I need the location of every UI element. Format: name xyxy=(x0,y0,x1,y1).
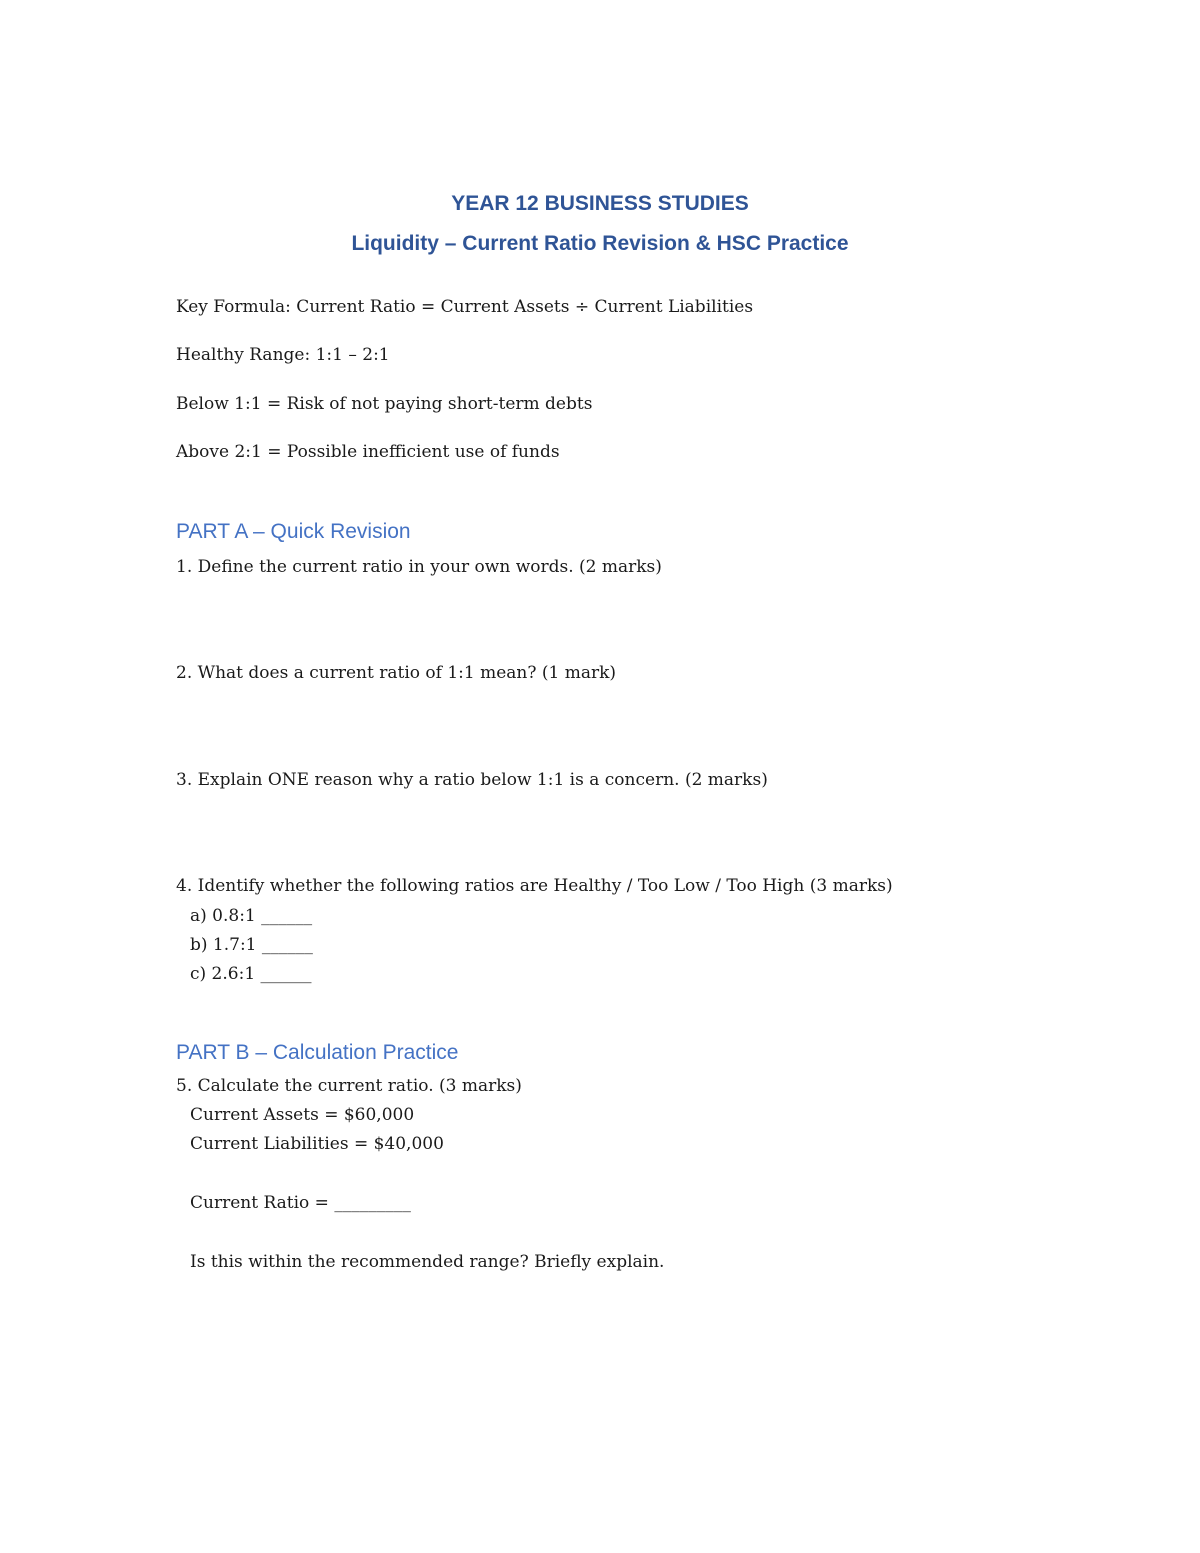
current-liabilities: Current Liabilities = $40,000 xyxy=(190,1134,444,1154)
current-ratio-blank: Current Ratio = _________ xyxy=(190,1193,411,1213)
above-range-note: Above 2:1 = Possible inefficient use of funds xyxy=(176,442,560,462)
question-4-item-a: a) 0.8:1 ______ xyxy=(190,906,313,926)
question-2: 2. What does a current ratio of 1:1 mean? (1 mark) xyxy=(176,663,617,683)
document-subtitle: Liquidity – Current Ratio Revision & HSC Practice xyxy=(351,232,849,255)
question-5: 5. Calculate the current ratio. (3 marks) xyxy=(176,1076,522,1096)
question-3: 3. Explain ONE reason why a ratio below 1:1 is a concern. (2 marks) xyxy=(176,770,768,790)
explain-prompt: Is this within the recommended range? Briefly explain. xyxy=(190,1252,665,1272)
question-1: 1. Define the current ratio in your own words. (2 marks) xyxy=(176,557,662,577)
part-b-heading: PART B – Calculation Practice xyxy=(176,1041,459,1064)
part-a-heading: PART A – Quick Revision xyxy=(176,520,411,543)
key-formula: Key Formula: Current Ratio = Current Assets ÷ Current Liabilities xyxy=(176,297,754,317)
healthy-range: Healthy Range: 1:1 – 2:1 xyxy=(176,345,390,365)
current-assets: Current Assets = $60,000 xyxy=(190,1105,415,1125)
question-4-item-b: b) 1.7:1 ______ xyxy=(190,935,313,955)
question-4-item-c: c) 2.6:1 ______ xyxy=(190,964,312,984)
document-title: YEAR 12 BUSINESS STUDIES xyxy=(451,192,749,215)
below-range-note: Below 1:1 = Risk of not paying short-term debts xyxy=(176,394,593,414)
question-4: 4. Identify whether the following ratios are Healthy / Too Low / Too High (3 marks) xyxy=(176,876,893,896)
